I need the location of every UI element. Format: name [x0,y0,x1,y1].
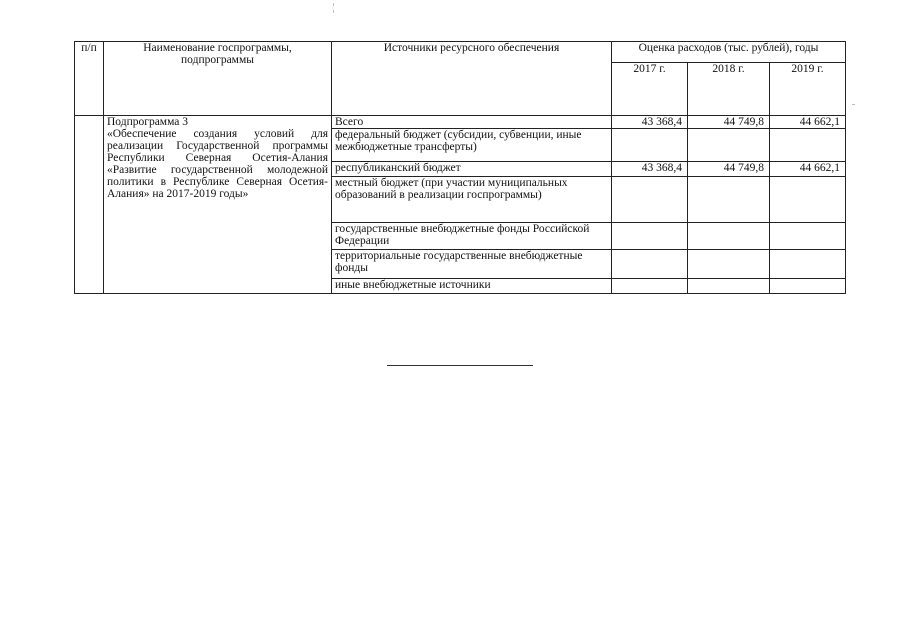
scan-speck [333,3,334,6]
header-num: п/п [75,42,104,116]
value-cell: 43 368,4 [612,162,688,177]
value-cell [612,177,688,223]
header-sources: Источники ресурсного обеспечения [332,42,612,116]
source-state-funds: государственные внебюджетные фонды Российской Федерации [332,223,612,250]
header-program-name: Наименование госпрограммы, подпрограммы [104,42,332,116]
source-total: Всего [332,116,612,129]
value-cell [612,250,688,279]
header-year-2018: 2018 г. [688,63,770,116]
value-cell: 43 368,4 [612,116,688,129]
row-num-cell [75,116,104,294]
value-cell: 44 749,8 [688,162,770,177]
header-year-2017: 2017 г. [612,63,688,116]
value-cell [688,279,770,294]
header-estimate: Оценка расходов (тыс. рублей), годы [612,42,846,63]
value-cell [688,223,770,250]
value-cell [770,129,846,162]
program-title: Подпрограмма 3 [107,116,189,128]
value-cell [612,129,688,162]
source-federal: федеральный бюджет (субсидии, субвенции, иные межбюджетные трансферты) [332,129,612,162]
value-cell [770,279,846,294]
value-cell [688,250,770,279]
value-cell [688,129,770,162]
value-cell [770,223,846,250]
source-republican: республиканский бюджет [332,162,612,177]
value-cell: 44 662,1 [770,162,846,177]
source-other: иные внебюджетные источники [332,279,612,294]
resource-table [74,41,846,294]
value-cell [688,177,770,223]
value-cell [770,177,846,223]
source-local: местный бюджет (при участии муниципальных образований в реализации госпрограммы) [332,177,612,223]
program-cell [104,116,332,294]
scan-speck [333,10,334,13]
value-cell: 44 662,1 [770,116,846,129]
value-cell [770,250,846,279]
header-year-2019: 2019 г. [770,63,846,116]
source-territorial-funds: территориальные государственные внебюджетные фонды [332,250,612,279]
value-cell: 44 749,8 [688,116,770,129]
value-cell [612,223,688,250]
table-row [75,116,846,129]
scan-speck [852,104,855,105]
program-description: «Обеспечение создания условий для реализации Государственной программы Республики Северная Осетия-Алания «Развитие государственной молодежной политики в Республике Северная Осетия-Алания» на 2017-2019 годы» [107,128,328,200]
value-cell [612,279,688,294]
end-divider-line [387,365,533,366]
